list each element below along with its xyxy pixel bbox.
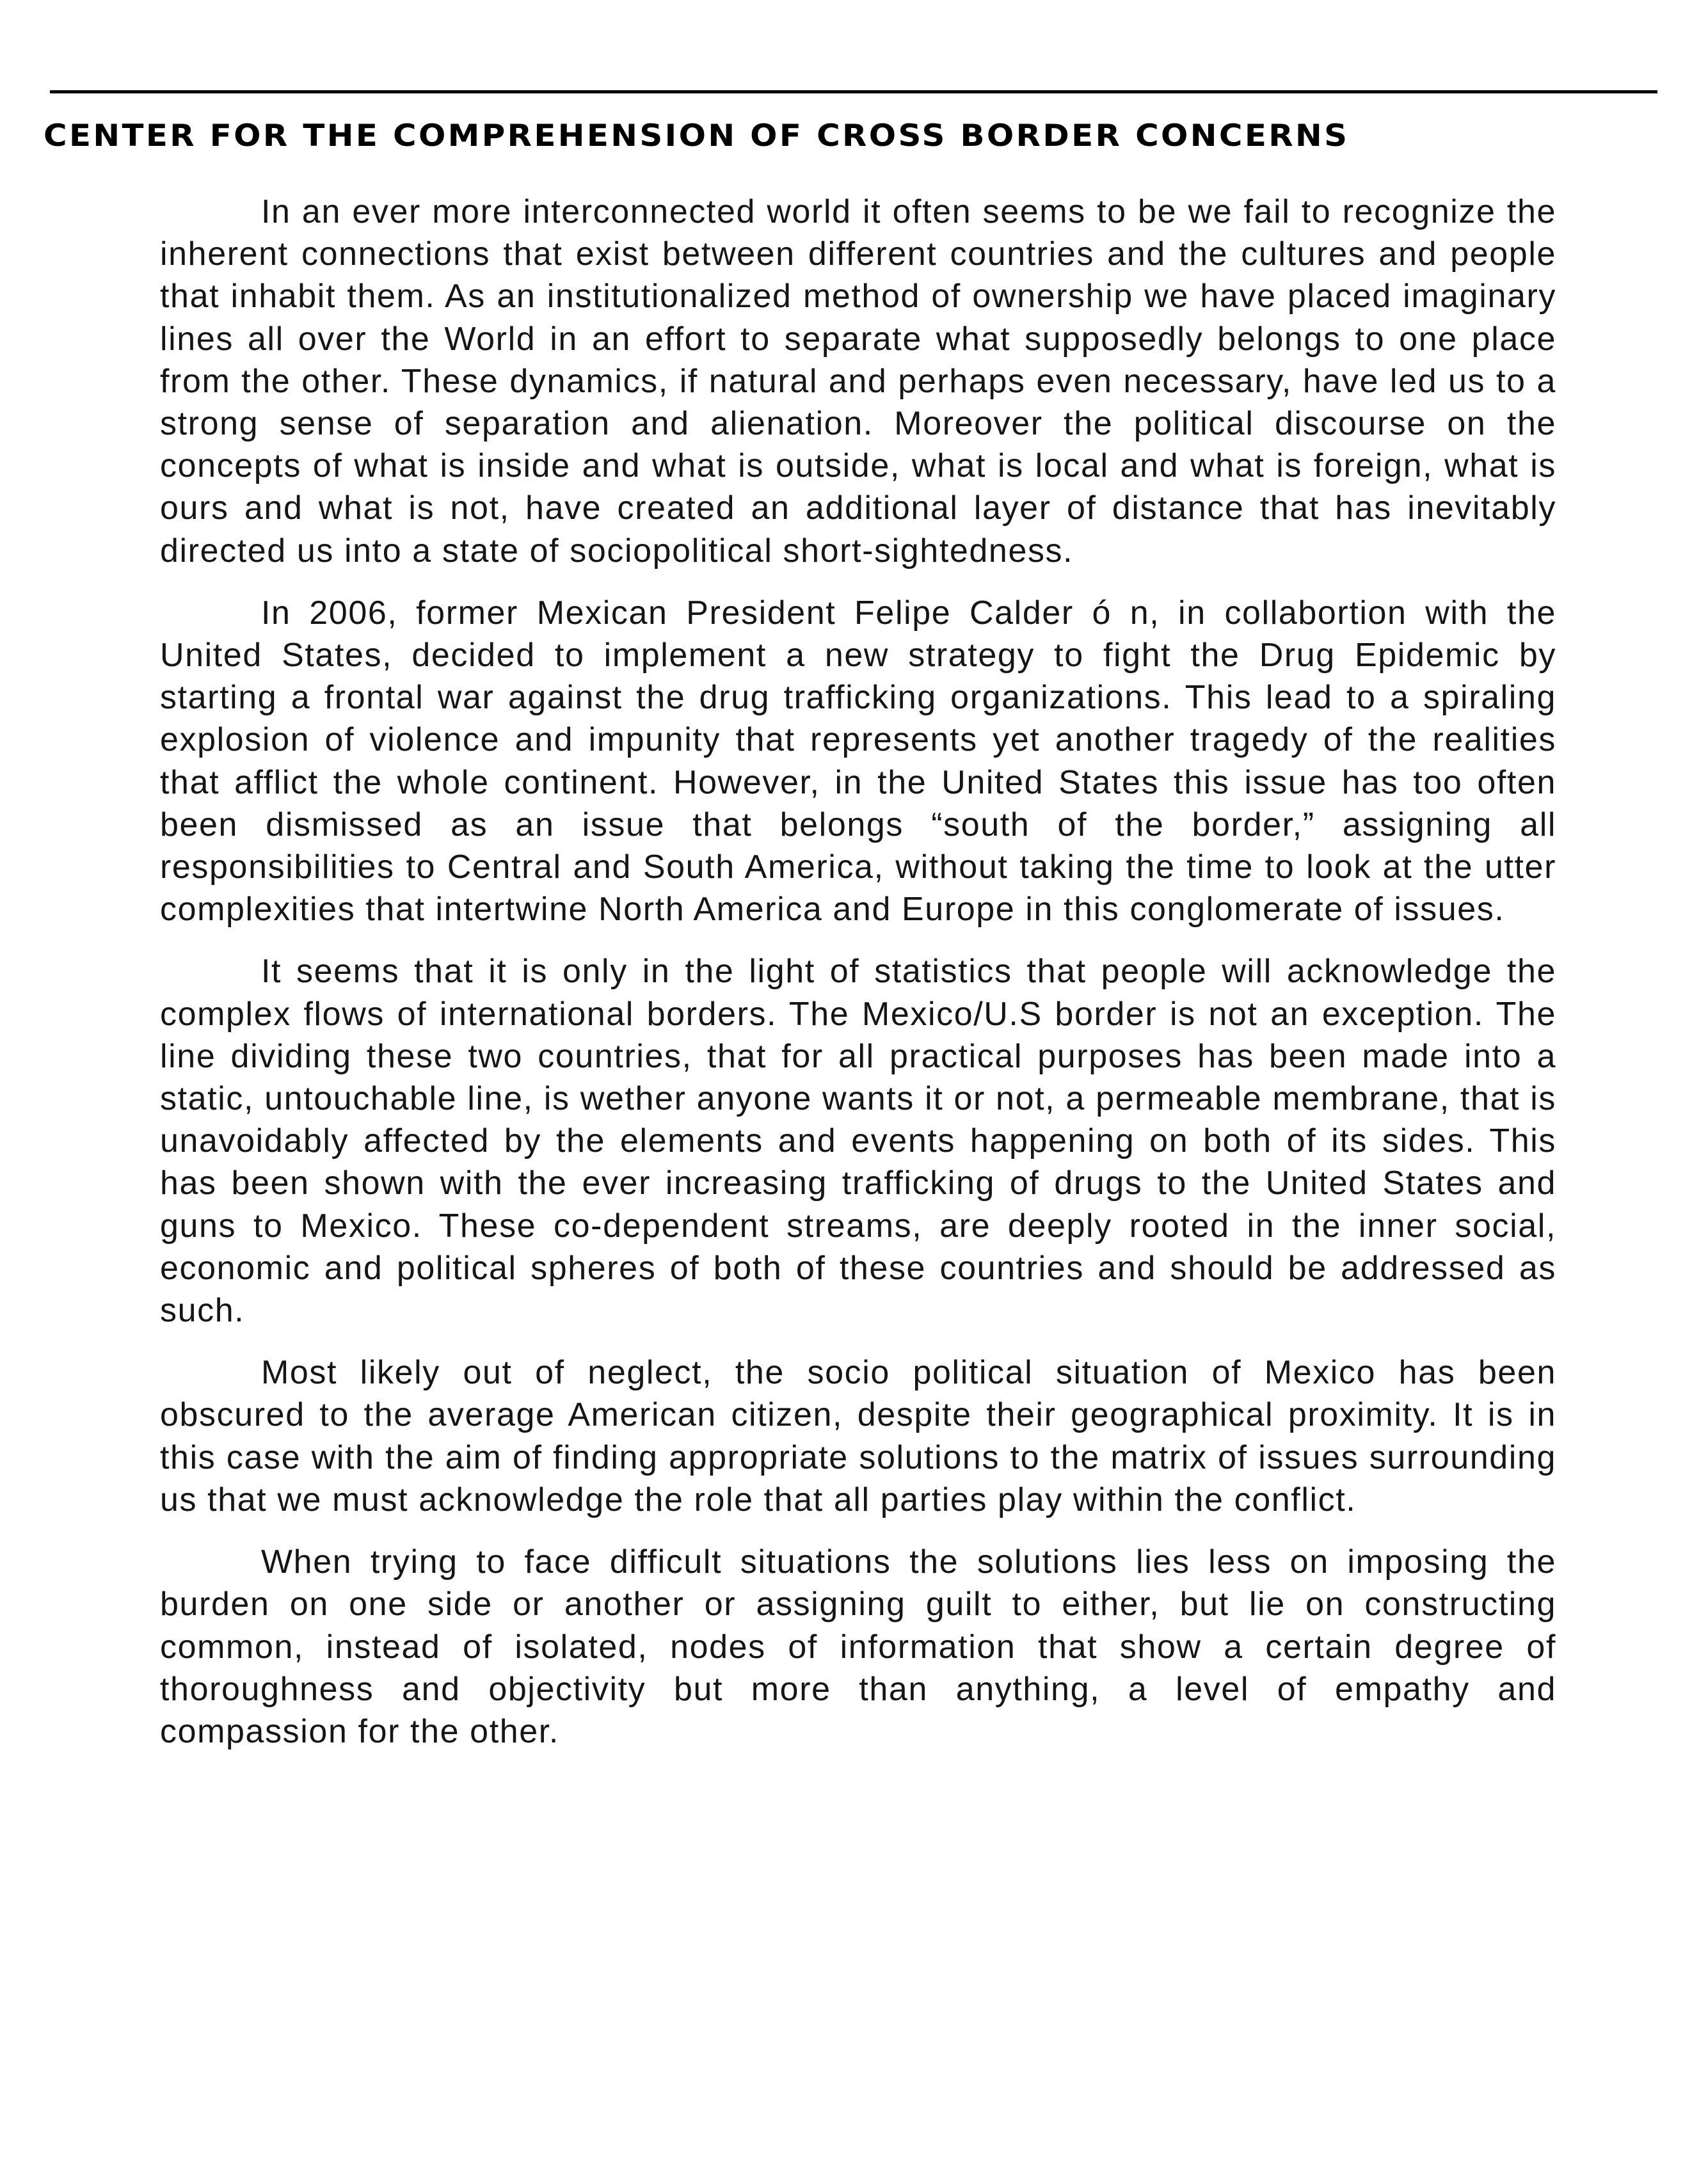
- page-title: CENTER FOR THE COMPREHENSION OF CROSS BORDER CONCERNS: [44, 118, 1350, 154]
- paragraph-drug-war: In 2006, former Mexican President Felipe Calder ó n, in collabortion with the United States, decided to implement a new strategy to fight the Drug Epidemic by starting a frontal war against the drug trafficking organizations. This lead to a spiraling explosion of violence and impunity that represents yet another tragedy of the realities that afflict the whole continent. However, in the United States this issue has too often been dismissed as an issue that belongs “south of the border,” assigning all responsibilities to Central and South America, without taking the time to look at the utter complexities that intertwine North America and Europe in this conglomerate of issues.: [160, 594, 1556, 928]
- header-rule: [50, 90, 1657, 93]
- paragraph-neglect: Most likely out of neglect, the socio political situation of Mexico has been obscured to the average American citizen, despite their geographical proximity. It is in this case with the aim of finding appropriate solutions to the matrix of issues surrounding us that we must acknowledge the role that all parties play within the conflict.: [160, 1354, 1556, 1518]
- paragraph-solutions: When trying to face difficult situations the solutions lies less on imposing the burden on one side or another or assigning guilt to either, but lie on constructing common, instead of isolated, nodes of information that show a certain degree of thoroughness and objectivity but more than anything, a level of empathy and compassion for the other.: [160, 1543, 1556, 1750]
- document-body: [160, 191, 1556, 1773]
- paragraph-border-flows: It seems that it is only in the light of statistics that people will acknowledge the complex flows of international borders. The Mexico/U.S border is not an exception. The line dividing these two countries, that for all practical purposes has been made into a static, untouchable line, is wether anyone wants it or not, a permeable membrane, that is unavoidably affected by the elements and events happening on both of its sides. This has been shown with the ever increasing trafficking of drugs to the United States and guns to Mexico. These co-dependent streams, are deeply rooted in the inner social, economic and political spheres of both of these countries and should be addressed as such.: [160, 953, 1556, 1330]
- paragraph-intro: In an ever more interconnected world it often seems to be we fail to recognize the inherent connections that exist between different countries and the cultures and people that inhabit them. As an institutionalized method of ownership we have placed imaginary lines all over the World in an effort to separate what supposedly belongs to one place from the other. These dynamics, if natural and perhaps even necessary, have led us to a strong sense of separation and alienation. Moreover the political discourse on the concepts of what is inside and what is outside, what is local and what is foreign, what is ours and what is not, have created an additional layer of distance that has inevitably directed us into a state of sociopolitical short-sightedness.: [160, 193, 1556, 570]
